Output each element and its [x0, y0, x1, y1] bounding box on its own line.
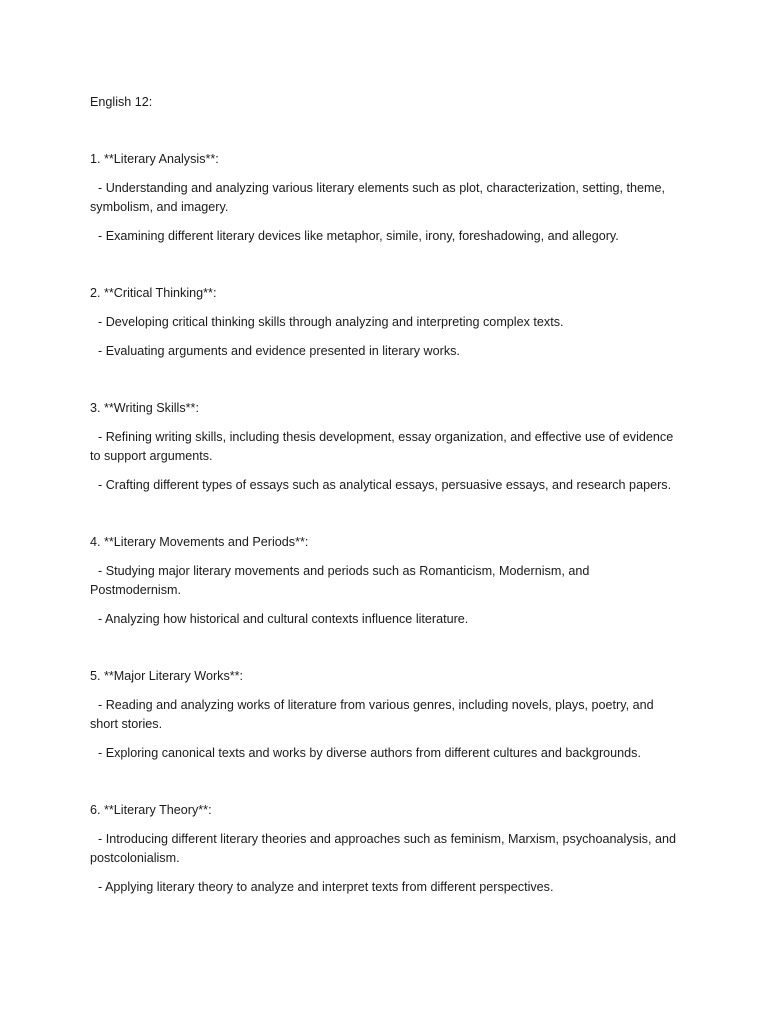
bullet-item: - Introducing different literary theories and approaches such as feminism, Marxism, psychoanalysis, and postcolonialism.: [90, 832, 676, 865]
document-body: [90, 93, 680, 935]
section-heading: 4. **Literary Movements and Periods**:: [90, 535, 309, 549]
section-heading: 3. **Writing Skills**:: [90, 401, 199, 415]
bullet-item: - Analyzing how historical and cultural contexts influence literature.: [98, 612, 469, 626]
section-heading: 2. **Critical Thinking**:: [90, 286, 217, 300]
bullet-item: - Reading and analyzing works of literature from various genres, including novels, plays, poetry, and short stories.: [90, 698, 654, 731]
section-heading: 6. **Literary Theory**:: [90, 803, 212, 817]
section-literary-movements: [90, 533, 680, 629]
bullet-item: - Developing critical thinking skills through analyzing and interpreting complex texts.: [98, 315, 564, 329]
section-literary-analysis: [90, 150, 680, 246]
bullet-item: - Studying major literary movements and periods such as Romanticism, Modernism, and Postmodernism.: [90, 564, 590, 597]
section-writing-skills: [90, 399, 680, 495]
bullet-item: - Understanding and analyzing various literary elements such as plot, characterization, setting, theme, symbolism, and imagery.: [90, 181, 666, 214]
section-critical-thinking: [90, 284, 680, 361]
bullet-item: - Evaluating arguments and evidence presented in literary works.: [98, 344, 460, 358]
bullet-item: - Exploring canonical texts and works by diverse authors from different cultures and backgrounds.: [98, 746, 641, 760]
bullet-item: - Examining different literary devices like metaphor, simile, irony, foreshadowing, and allegory.: [98, 229, 619, 243]
section-literary-theory: [90, 801, 680, 897]
bullet-item: - Refining writing skills, including thesis development, essay organization, and effective use of evidence to support arguments.: [90, 430, 674, 463]
bullet-item: - Crafting different types of essays such as analytical essays, persuasive essays, and research papers.: [98, 478, 672, 492]
section-major-works: [90, 667, 680, 763]
section-heading: 1. **Literary Analysis**:: [90, 152, 219, 166]
bullet-item: - Applying literary theory to analyze and interpret texts from different perspectives.: [98, 880, 554, 894]
document-title: English 12:: [90, 95, 153, 109]
section-heading: 5. **Major Literary Works**:: [90, 669, 244, 683]
